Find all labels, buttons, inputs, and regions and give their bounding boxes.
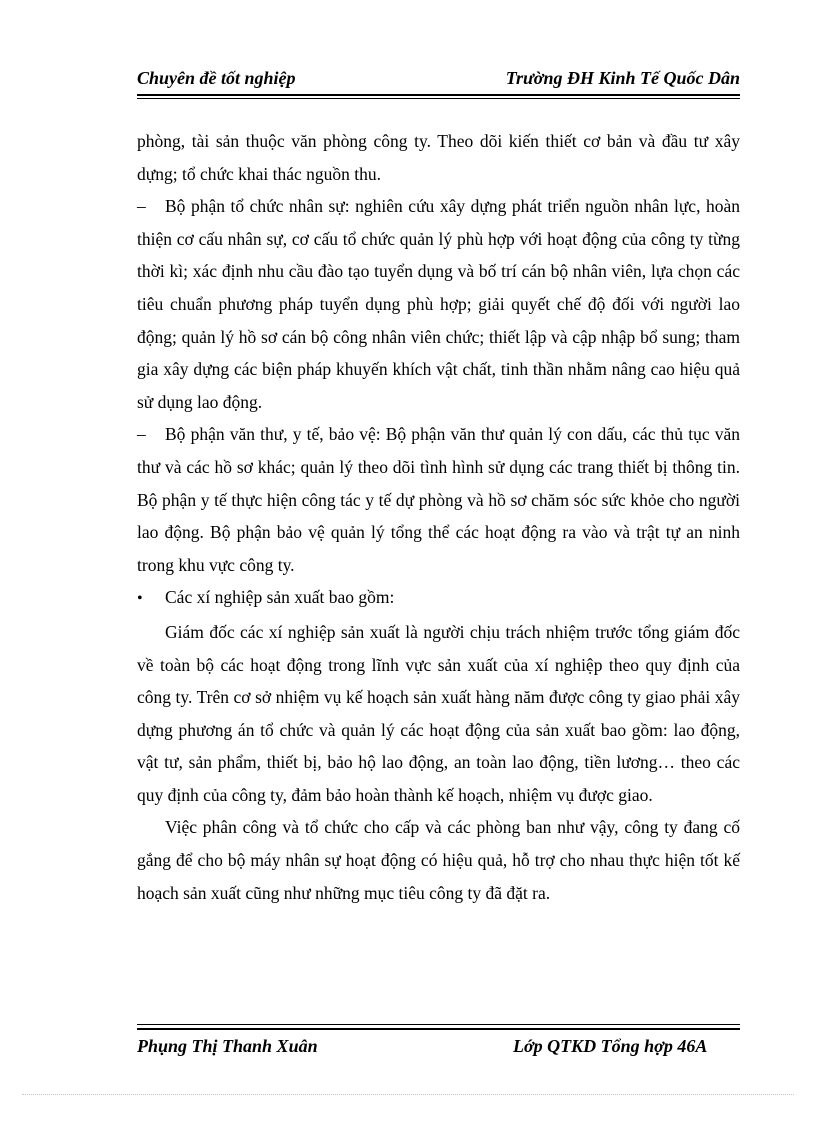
- paragraph-conclusion: Việc phân công và tổ chức cho cấp và các phòng ban như vậy, công ty đang cố gắng để cho bộ máy nhân sự hoạt động có hiệu quả, hỗ trợ cho nhau thực hiện tốt kế hoạch sản xuất cũng như những mục tiêu công ty đã đặt ra.: [137, 817, 740, 903]
- document-body: [137, 125, 740, 909]
- bullet-heading-factories: [137, 581, 740, 616]
- page-header: [137, 68, 740, 96]
- page-footer: [137, 1028, 740, 1056]
- header-rule: [137, 98, 740, 99]
- dash-marker: –: [137, 196, 146, 217]
- page-bottom-edge: [22, 1094, 794, 1095]
- header-document-type: Chuyên đề tốt nghiệp: [137, 68, 296, 88]
- footer-class: Lớp QTKD Tổng hợp 46A: [513, 1036, 708, 1056]
- paragraph-factory-directors: Giám đốc các xí nghiệp sản xuất là người chịu trách nhiệm trước tổng giám đốc về toàn bộ các hoạt động trong lĩnh vực sản xuất của xí nghiệp theo quy định của công ty. Trên cơ sở nhiệm vụ kế hoạch sản xuất hàng năm được công ty giao phải xây dựng phương án tổ chức và quản lý các hoạt động của sản xuất bao gồm: lao động, vật tư, sản phẩm, thiết bị, bảo hộ lao động, an toàn lao động, tiền lương… theo các quy định của công ty, đảm bảo hoàn thành kế hoạch, nhiệm vụ được giao.: [137, 621, 740, 805]
- list-item-hr-department: [137, 190, 740, 418]
- list-item-text: Bộ phận tổ chức nhân sự: nghiên cứu xây dựng phát triển nguồn nhân lực, hoàn thiện cơ cấu nhân sự, cơ cấu tổ chức quản lý phù hợp với hoạt động của công ty từng thời kì; xác định nhu cầu đào tạo tuyển dụng và bố trí cán bộ nhân viên, lựa chọn các tiêu chuẩn phương pháp tuyển dụng phù hợp; giải quyết chế độ đối với người lao động; quản lý hồ sơ cán bộ công nhân viên chức; thiết lập và cập nhập bổ sung; tham gia xây dựng các biện pháp khuyến khích vật chất, tinh thần nhằm nâng cao hiệu quả sử dụng lao động.: [137, 196, 740, 412]
- dash-marker: –: [137, 424, 146, 445]
- footer-rule: [137, 1024, 740, 1025]
- list-item-text: Bộ phận văn thư, y tế, bảo vệ: Bộ phận văn thư quản lý con dấu, các thủ tục văn thư và các hồ sơ khác; quản lý theo dõi tình hình sử dụng các trang thiết bị thông tin. Bộ phận y tế thực hiện công tác y tế dự phòng và hồ sơ chăm sóc sức khỏe cho người lao động. Bộ phận bảo vệ quản lý tổng thể các hoạt động ra vào và trật tự an ninh trong khu vực công ty.: [137, 424, 740, 575]
- bullet-icon: •: [137, 590, 143, 608]
- header-university: Trường ĐH Kinh Tế Quốc Dân: [505, 68, 740, 88]
- paragraph-continuation: phòng, tài sản thuộc văn phòng công ty. Theo dõi kiến thiết cơ bản và đầu tư xây dựng; tổ chức khai thác nguồn thu.: [137, 131, 740, 184]
- bullet-heading-text: Các xí nghiệp sản xuất bao gồm:: [165, 587, 395, 608]
- list-item-admin-department: [137, 418, 740, 581]
- footer-author: Phụng Thị Thanh Xuân: [137, 1036, 318, 1056]
